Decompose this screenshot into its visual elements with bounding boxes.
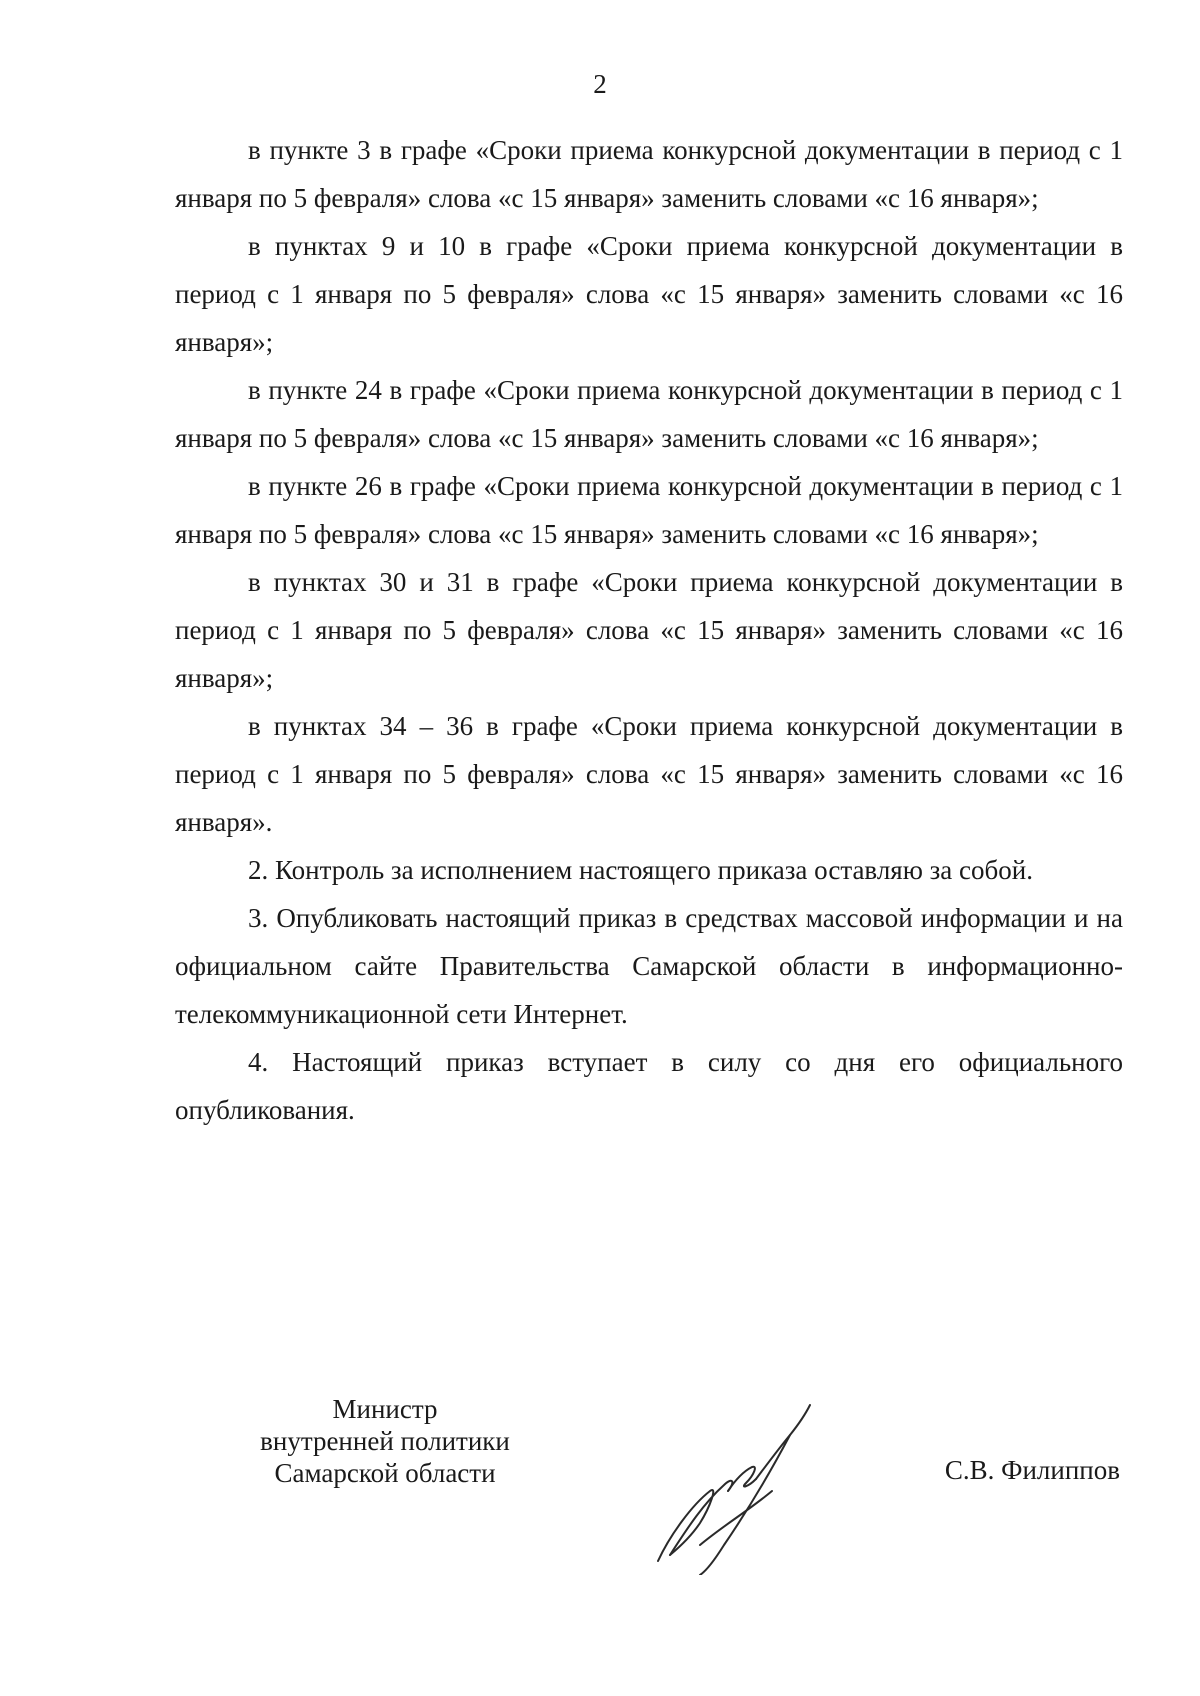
amendment-paragraph-items-9-10: в пунктах 9 и 10 в графе «Сроки приема конкурсной документации в период с 1 января по 5 февраля» слова «с 15 января» заменить словами «с 16 января»; bbox=[175, 231, 1123, 357]
clause-4-effective-date: 4. Настоящий приказ вступает в силу со дня его официального опубликования. bbox=[175, 1047, 1123, 1125]
clause-2-control: 2. Контроль за исполнением настоящего приказа оставляю за собой. bbox=[248, 855, 1033, 885]
document-body bbox=[175, 126, 1123, 1134]
page-number: 2 bbox=[593, 69, 607, 99]
handwritten-signature bbox=[640, 1395, 830, 1575]
amendment-paragraph-item-24: в пункте 24 в графе «Сроки приема конкурсной документации в период с 1 января по 5 февраля» слова «с 15 января» заменить словами «с 16 января»; bbox=[175, 375, 1123, 453]
amendment-paragraph-items-30-31: в пунктах 30 и 31 в графе «Сроки приема конкурсной документации в период с 1 января по 5 февраля» слова «с 15 января» заменить словами «с 16 января»; bbox=[175, 567, 1123, 693]
signatory-title bbox=[220, 1393, 550, 1489]
clause-3-publication: 3. Опубликовать настоящий приказ в средствах массовой информации и на официальном сайте Правительства Самарской области в информационно-телекоммуникационной сети Интернет. bbox=[175, 903, 1123, 1029]
amendment-paragraph-item-26: в пункте 26 в графе «Сроки приема конкурсной документации в период с 1 января по 5 февраля» слова «с 15 января» заменить словами «с 16 января»; bbox=[175, 471, 1123, 549]
amendment-paragraph-items-34-36: в пунктах 34 – 36 в графе «Сроки приема конкурсной документации в период с 1 января по 5 февраля» слова «с 15 января» заменить словами «с 16 января». bbox=[175, 711, 1123, 837]
signatory-title-line-1: Министр bbox=[332, 1394, 438, 1424]
signatory-title-line-3: Самарской области bbox=[274, 1458, 496, 1488]
amendment-paragraph-item-3: в пункте 3 в графе «Сроки приема конкурсной документации в период с 1 января по 5 февраля» слова «с 15 января» заменить словами «с 16 января»; bbox=[175, 135, 1123, 213]
signatory-name: С.В. Филиппов bbox=[944, 1455, 1120, 1485]
signatory-title-line-2: внутренней политики bbox=[260, 1426, 510, 1456]
